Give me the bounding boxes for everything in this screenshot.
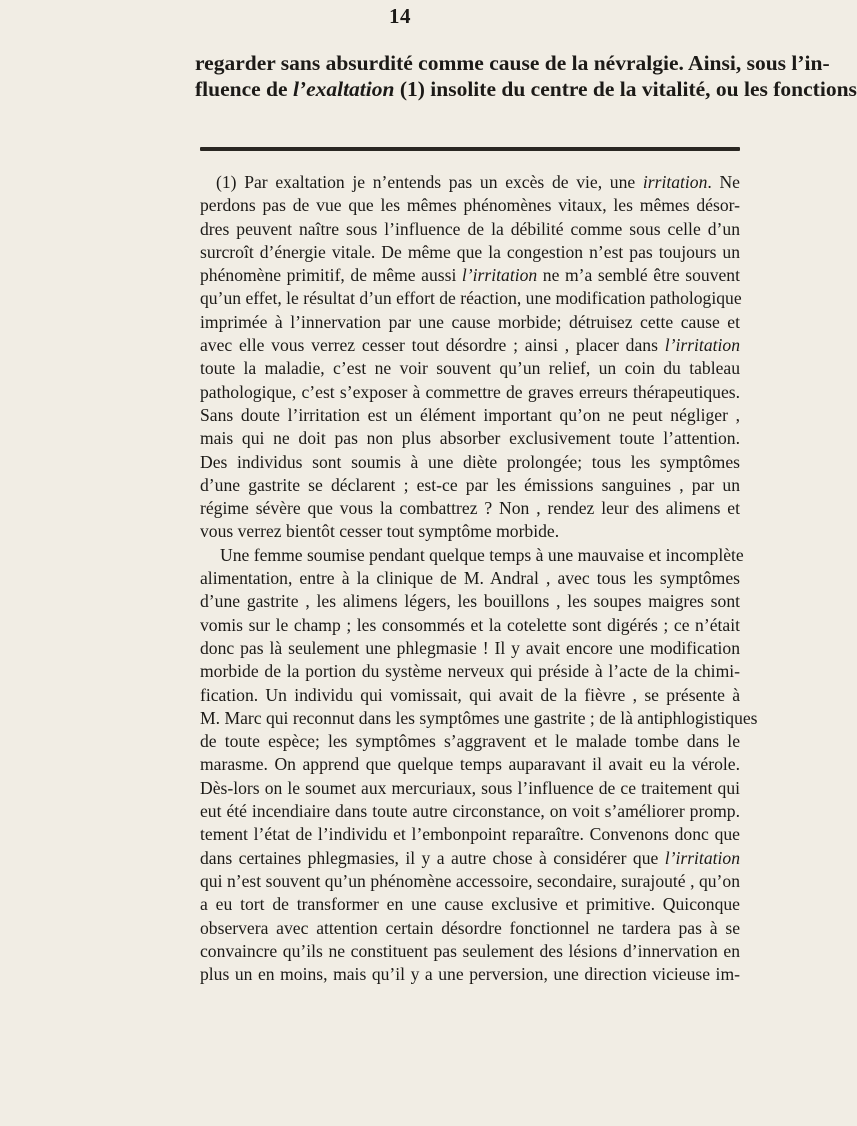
footnote-line: Dès-lors on le soumet aux mercuriaux, sous l’influence de ce traitement qui [200, 777, 740, 798]
emphasis: l’exaltation [292, 77, 395, 101]
footnote-line: Sans doute l’irritation est un élément important qu’on ne peut négliger , [200, 404, 740, 425]
main-text-line: fluence de l’exaltation (1) insolite du centre de la vitalité, ou les fonctions [195, 77, 857, 101]
footnote-line: eut été incendiaire dans toute autre circonstance, on voit s’améliorer promp. [200, 801, 740, 822]
footnote-separator [200, 147, 740, 151]
footnote-line: vomis sur le champ ; les consommés et la cotelette sont digérés ; ce n’était [200, 614, 740, 635]
main-text [195, 50, 857, 102]
footnote-line: marasme. On apprend que quelque temps auparavant il avait eu la vérole. [200, 754, 740, 775]
footnote-line: observera avec attention certain désordre fonctionnel ne tardera pas à se [200, 917, 740, 938]
footnote-line: surcroît d’énergie vitale. De même que la congestion n’est pas toujours un [200, 241, 740, 262]
footnote-line: M. Marc qui reconnut dans les symptômes une gastrite ; de là antiphlogistiques [200, 707, 758, 728]
footnote-line: Une femme soumise pendant quelque temps à une mauvaise et incomplète [220, 544, 744, 565]
footnote-line: phénomène primitif, de même aussi l’irritation ne m’a semblé être souvent [200, 265, 740, 286]
footnote-line: perdons pas de vue que les mêmes phénomènes vitaux, les mêmes désor- [200, 195, 740, 216]
footnote-line: a eu tort de transformer en une cause exclusive et primitive. Quiconque [200, 894, 740, 915]
footnote-line: tement l’état de l’individu et l’embonpoint reparaître. Convenons donc que [200, 824, 740, 845]
footnote-line: dans certaines phlegmasies, il y a autre chose à considérer que l’irritation [200, 847, 740, 868]
footnote-line: morbide de la portion du système nerveux qui préside à l’acte de la chimi- [200, 661, 740, 682]
footnote-line: vous verrez bientôt cesser tout symptôme morbide. [200, 521, 560, 542]
footnote-line: d’une gastrite , les alimens légers, les bouillons , les soupes maigres sont [200, 591, 740, 612]
footnote-line: convaincre qu’ils ne constituent pas seulement des lésions d’innervation en [200, 940, 740, 961]
footnote-line: d’une gastrite se déclarent ; est-ce par les émissions sanguines , par un [200, 474, 740, 495]
footnote-line: Des individus sont soumis à une diète prolongée; tous les symptômes [200, 451, 740, 472]
footnote-line: mais qui ne doit pas non plus absorber exclusivement toute l’attention. [200, 428, 740, 449]
footnote-line: donc pas là seulement une phlegmasie ! Il y avait encore une modification [200, 637, 740, 658]
footnote-line: avec elle vous verrez cesser tout désordre ; ainsi , placer dans l’irritation [200, 335, 740, 356]
footnote-line: pathologique, c’est s’exposer à commettre de graves erreurs thérapeutiques. [200, 381, 740, 402]
footnote-line: régime sévère que vous la combattrez ? Non , rendez leur des alimens et [200, 498, 740, 519]
footnote [200, 171, 758, 986]
emphasis: l’irritation [461, 265, 538, 286]
emphasis: l’irritation [664, 847, 740, 868]
emphasis: l’irritation [664, 335, 740, 356]
footnote-line: qui n’est souvent qu’un phénomène accessoire, secondaire, surajouté , qu’on [200, 870, 740, 891]
footnote-line: de toute espèce; les symptômes s’aggravent et le malade tombe dans le [200, 731, 740, 752]
footnote-line: fication. Un individu qui vomissait, qui avait de la fièvre , se présente à [200, 684, 740, 705]
main-text-line: regarder sans absurdité comme cause de la névralgie. Ainsi, sous l’in- [195, 51, 830, 75]
footnote-line: alimentation, entre à la clinique de M. Andral , avec tous les symptômes [200, 568, 740, 589]
footnote-line: qu’un effet, le résultat d’un effort de réaction, une modification pathologique [200, 288, 742, 309]
footnote-line: plus un en moins, mais qu’il y a une perversion, une direction vicieuse im- [200, 964, 740, 985]
page-number: 14 [389, 4, 411, 28]
footnote-line: imprimée à l’innervation par une cause morbide; détruisez cette cause et [200, 311, 740, 332]
footnote-line: dres peuvent naître sous l’influence de la débilité comme sous celle d’un [200, 218, 740, 239]
footnote-line: toute la maladie, c’est ne voir souvent qu’un relief, un coin du tableau [200, 358, 740, 379]
footnote-line: (1) Par exaltation je n’entends pas un excès de vie, une irritation. Ne [216, 172, 740, 192]
emphasis: irritation [642, 172, 708, 192]
